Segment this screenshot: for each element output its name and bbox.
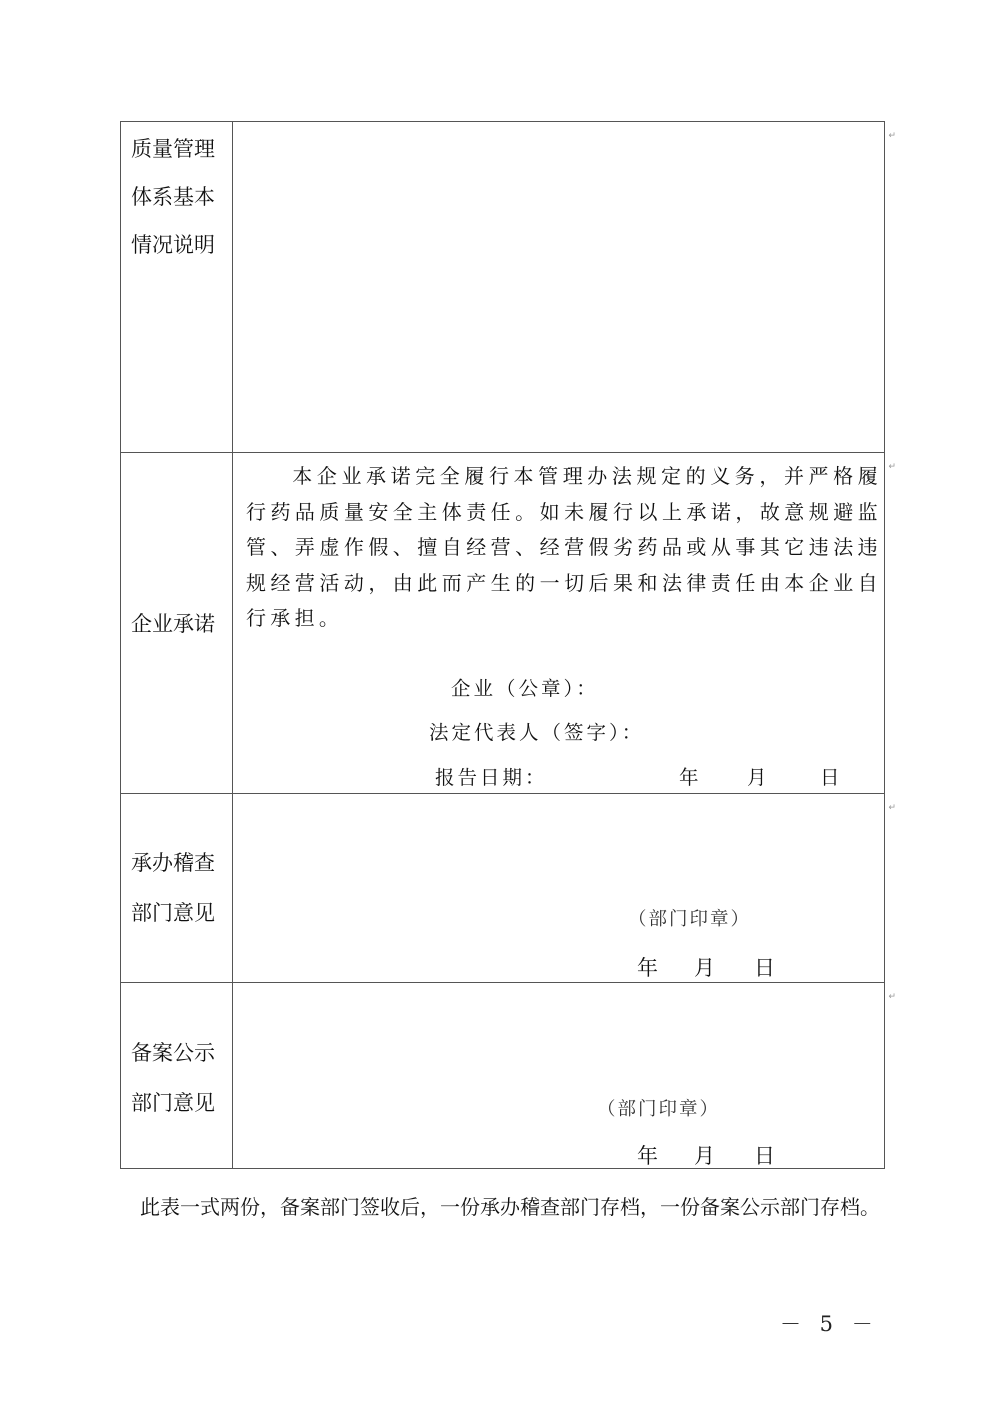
paragraph-mark-icon: ↵	[888, 802, 896, 812]
paragraph-mark-icon: ↵	[888, 130, 896, 140]
year-label: 年	[637, 1144, 658, 1168]
filing-dept-opinion-field[interactable]	[233, 983, 896, 1168]
filing-form-table	[120, 121, 896, 1169]
year-label: 年	[679, 766, 702, 789]
report-date-label: 报告日期：	[435, 766, 548, 789]
row-label-line: 部门意见	[131, 1091, 215, 1115]
row-quality-system	[121, 122, 896, 452]
row-label-line: 备案公示	[131, 1041, 215, 1065]
dept-stamp-label: （部门印章）	[628, 909, 752, 930]
row-inspection-dept-opinion	[121, 793, 896, 982]
month-label: 月	[694, 1144, 715, 1168]
row-label-line: 情况说明	[131, 233, 215, 257]
page-number: － 5 －	[780, 1312, 879, 1336]
day-label: 日	[754, 956, 775, 980]
month-label: 月	[747, 766, 770, 789]
row-label-line: 体系基本	[131, 185, 215, 209]
row-enterprise-commitment	[121, 452, 896, 793]
year-label: 年	[637, 956, 658, 980]
label-cell	[121, 794, 233, 982]
inspection-dept-opinion-field[interactable]	[233, 794, 896, 982]
legal-representative-label: 法定代表人（签字）：	[429, 721, 645, 744]
report-date-line	[435, 762, 855, 788]
footnote: 此表一式两份，备案部门签收后，一份承办稽查部门存档，一份备案公示部门存档。	[140, 1195, 880, 1219]
day-label: 日	[820, 766, 843, 789]
day-label: 日	[754, 1144, 775, 1168]
date-line	[637, 1140, 797, 1168]
row-label-line: 部门意见	[131, 901, 215, 925]
row-label-line: 承办稽查	[131, 851, 215, 875]
row-label-line: 质量管理	[131, 137, 215, 161]
month-label: 月	[694, 956, 715, 980]
commitment-text: 本企业承诺完全履行本管理办法规定的义务，并严格履行药品质量安全主体责任。如未履行以上承诺，故意规避监管、弄虚作假、擅自经营、经营假劣药品或从事其它违法违规经营活动，由此而产生的一切后果和法律责任由本企业自行承担。	[246, 464, 882, 630]
row-filing-dept-opinion	[121, 982, 896, 1168]
quality-system-description-field[interactable]	[233, 122, 896, 452]
label-cell	[121, 453, 233, 793]
row-label-line: 企业承诺	[131, 612, 215, 636]
commitment-cell	[233, 453, 896, 793]
company-seal-label: 企业（公章）：	[451, 677, 599, 700]
label-cell	[121, 983, 233, 1168]
date-line	[637, 952, 797, 980]
paragraph-mark-icon: ↵	[888, 991, 896, 1001]
paragraph-mark-icon: ↵	[888, 461, 896, 471]
label-cell	[121, 122, 233, 452]
dept-stamp-label: （部门印章）	[597, 1099, 721, 1120]
